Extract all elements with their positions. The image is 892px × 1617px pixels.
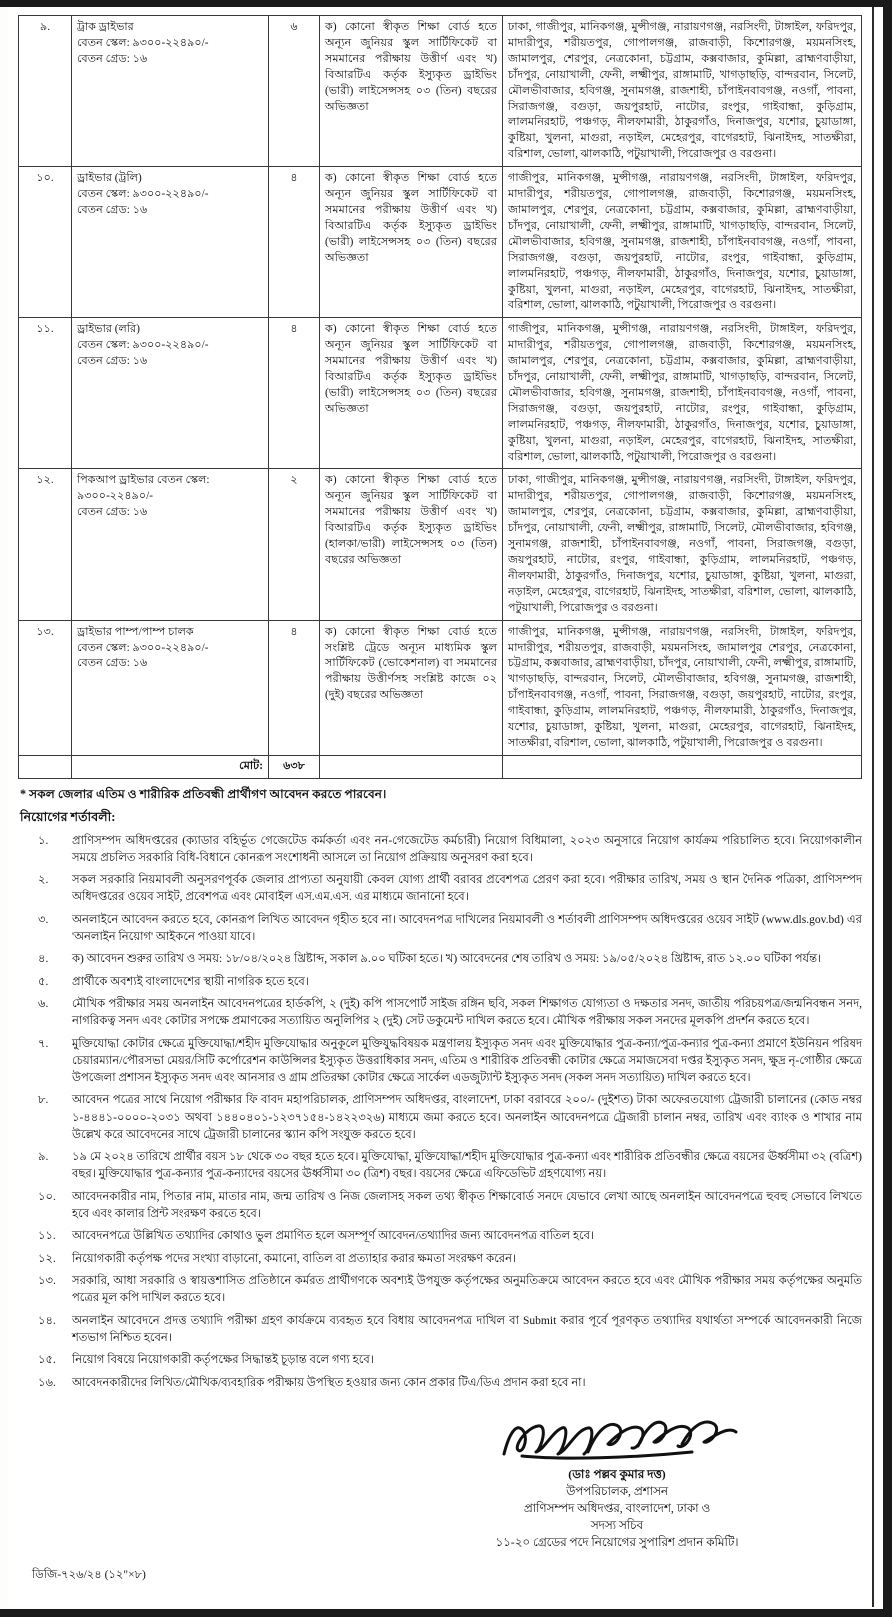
condition-text: ১৯ মে ২০২৪ তারিখে প্রার্থীর বয়স ১৮ থেকে ৩০ বছর হতে হবে। মুক্তিযোদ্ধা, মুক্তিযোদ্ধা/শহীদ মুক্তিযোদ্ধার পুত্র-কন্যা এবং শারীরিক প্রতিবন্ধীর ক্ষেত্রে বয়সের ঊর্ধ্বসীমা ৩২ (বত্রিশ) বছর। মুক্তিযোদ্ধার পুত্র-কন্যার পুত্র-কন্যাদের বয়সের ঊর্ধ্বসীমা ৩০ (ত্রিশ) বছর। বয়সের ক্ষেত্রে এফিডেভিট গ্রহণযোগ্য নয়। [72,1151,862,1181]
row-post [72,167,269,318]
condition-item [18,1273,862,1307]
row-vacancies: ৪ [269,318,320,469]
post-title: পিকআপ ড্রাইভার বেতন স্কেল: ৯৩০০-২২৪৯০/- [77,474,210,503]
signature-block [18,1410,862,1560]
row-qualification: ক) কোনো স্বীকৃত শিক্ষা বোর্ড হতে অন্যূন জুনিয়র স্কুল সার্টিফিকেট বা সমমানের পরীক্ষায় উত্তীর্ণ এবং খ) বিআরটিএ কর্তৃক ইস্যুকৃত ড্রাইভিং (ভারী) লাইসেন্সসহ ০৩ (তিন) বছরের অভিজ্ঞতা [320,167,503,318]
row-districts: গাজীপুর, মানিকগঞ্জ, মুন্সীগঞ্জ, নারায়ণগঞ্জ, নরসিংদী, টাঙ্গাইল, ফরিদপুর, মাদারীপুর, শরীয়তপুর, গোপালগঞ্জ, রাজবাড়ী, কিশোরগঞ্জ, ময়মনসিংহ, জামালপুর, শেরপুর, নেত্রকোনা, চট্টগ্রাম, কক্সবাজার, কুমিল্লা, ব্রাহ্মণবাড়ীয়া, চাঁদপুর, নোয়াখালী, ফেনী, লক্ষ্মীপুর, রাঙ্গামাটি, খাগড়াছড়ি, বান্দরবান, সিলেট, মৌলভীবাজার, হবিগঞ্জ, সুনামগঞ্জ, রাজশাহী, চাঁপাইনবাবগঞ্জ, নওগাঁ, পাবনা, সিরাজগঞ্জ, বগুড়া, জয়পুরহাট, নাটোর, রংপুর, গাইবান্ধা, কুড়িগ্রাম, লালমনিরহাট, পঞ্চগড়, নীলফামারী, ঠাকুরগাঁও, দিনাজপুর, যশোর, চুয়াডাঙ্গা, কুষ্টিয়া, খুলনা, মাগুরা, নড়াইল, মেহেরপুর, বাগেরহাট, ঝিনাইদহ, সাতক্ষীরা, বরিশাল, ভোলা, ঝালকাঠি, পটুয়াখালী, পিরোজপুর ও বরগুনা। [503,318,862,469]
signatory-role: সদস্য সচিব [590,1518,644,1532]
total-blank-qualification [320,755,503,778]
condition-number: ২. [38,874,49,887]
condition-number: ১৪. [38,1314,56,1327]
post-title: ড্রাইভার (লরি) [77,323,140,336]
row-serial: ১১. [19,318,72,469]
condition-number: ৭. [38,1037,49,1050]
condition-item [18,1036,862,1087]
condition-item [18,833,862,867]
signatory-committee: ১১-২০ গ্রেডের পদে নিয়োগের সুপারিশ প্রদান কমিটি। [495,1535,739,1550]
post-title: ড্রাইভার (ট্রলি) [77,172,142,185]
total-blank-districts [503,755,862,778]
condition-item [18,1313,862,1347]
pay-grade: বেতন গ্রেড: ১৬ [77,355,148,368]
condition-item [18,1092,862,1143]
table-total-row [19,755,862,778]
row-vacancies: ৪ [269,167,320,318]
condition-number: ৬. [38,998,49,1011]
table-row [19,620,862,755]
condition-item [18,1352,862,1369]
condition-text: আবেদনকারীদের লিখিত/মৌখিক/ব্যবহারিক পরীক্ষায় উপস্থিত হওয়ার জন্য কোন প্রকার টিএ/ডিএ প্রদান করা হবে না। [72,1376,586,1389]
condition-text: সকল সরকারি নিয়মাবলী অনুসরণপূর্বক জেলার প্রাপ্যতা অনুযায়ী কেবল যোগ্য প্রার্থী বরাবর প্রবেশপত্র প্রেরণ করা হবে। পরীক্ষার তারিখ, সময় ও স্থান দৈনিক পত্রিকা, প্রাণিসম্পদ অধিদপ্তরের ওয়েব সাইট, প্রবেশপত্র এবং মোবাইল এস.এম.এস. এর মাধ্যমে জানানো হবে। [72,874,862,904]
row-vacancies: ৪ [269,620,320,755]
table-row [19,167,862,318]
handwritten-signature-icon [402,1410,832,1464]
post-title: ড্রাইভার পাম্প/পাম্প চালক [77,625,194,638]
condition-text: মৌখিক পরীক্ষার সময় অনলাইন আবেদনপত্রের হার্ডকপি, ২ (দুই) কপি পাসপোর্ট সাইজ রঙ্গিন ছবি, সকল শিক্ষাগত যোগ্যতা ও দক্ষতার সনদ, জাতীয় পরিচয়পত্র/জন্মনিবন্ধন সনদ, নাগরিকত্ব সনদ এবং কোটার সপক্ষে প্রমাণকের সত্যায়িত অনুলিপির ২ (দুই) সেট ডকুমেন্ট দাখিল করতে হবে। মৌখিক পরীক্ষায় সকল সনদের মূলকপি প্রদর্শন করতে হবে। [72,998,862,1028]
condition-item [18,1228,862,1245]
scan-edge-top [0,0,892,7]
condition-text: নিয়োগকারী কর্তৃপক্ষ পদের সংখ্যা বাড়ানো, কমানো, বাতিল বা প্রত্যাহার করার ক্ষমতা সংরক্ষণ করেন। [72,1252,517,1265]
row-vacancies: ২ [269,469,320,620]
table-row [19,16,862,167]
condition-text: প্রাণিসম্পদ অধিদপ্তরের (ক্যাডার বহির্ভূত গেজেটেড কর্মকর্তা এবং নন-গেজেটেড কর্মচারী) নিয়োগ বিধিমালা, ২০২৩ অনুসারে নিয়োগ কার্যক্রম পরিচালিত হবে। নিয়োগকালীন সময়ে প্রচলিত সরকারি বিধি-বিধানে কোনরূপ সংশোধনী আসলে তা নিয়োগ প্রক্রিয়ায় অনুসরণ করা হবে। [72,834,862,864]
pay-scale: বেতন স্কেল: ৯৩০০-২২৪৯০/- [77,36,209,49]
condition-text: অনলাইন আবেদনে প্রদত্ত তথ্যাদি পরীক্ষা গ্রহণ কার্যক্রমে ব্যবহৃত হবে বিধায় আবেদনপত্র দাখিল বা Submit করার পূর্বে পূরণকৃত তথ্যাদির যথার্থতা সম্পর্কে আবেদনকারী নিজে শতভাগ নিশ্চিত হবেন। [72,1314,862,1344]
pay-scale: বেতন স্কেল: ৯৩০০-২২৪৯০/- [77,641,209,654]
document-footer-code: ডিজি-৭২৬/২৪ (১২"×৮) [32,1569,146,1581]
total-value: ৬৩৮ [269,755,320,778]
post-title: ট্রাক ড্রাইভার [77,21,134,33]
conditions-list [18,833,862,1392]
condition-item [18,912,862,946]
scan-edge-right [883,0,892,1617]
row-serial: ৯. [19,16,72,167]
pay-scale: বেতন স্কেল: ৯৩০০-২২৪৯০/- [77,339,209,352]
scan-edge-bottom [0,1609,892,1617]
row-vacancies: ৬ [269,16,320,167]
total-blank-serial [19,755,72,778]
row-districts: গাজীপুর, মানিকগঞ্জ, মুন্সীগঞ্জ, নারায়ণগঞ্জ, নরসিংদী, টাঙ্গাইল, ফরিদপুর, মাদারীপুর, শরীয়তপুর, রাজবাড়ী, ময়মনসিংহ, জামালপুর শেরপুর, নেত্রকোনা, চট্টগ্রাম, কক্সবাজার, ব্রাহ্মণবাড়ীয়া, চাঁদপুর, নোয়াখালী, ফেনী, লক্ষ্মীপুর, রাঙ্গামাটি, খাগড়াছড়ি, বান্দরবান, সিলেট, মৌলভীবাজার, হবিগঞ্জ, সুনামগঞ্জ, রাজশাহী, চাঁপাইনবাবগঞ্জ, নওগাঁ, পাবনা, সিরাজগঞ্জ, বগুড়া, জয়পুরহাট, নাটোর, রংপুর, গাইবান্ধা, কুড়িগ্রাম, লালমনিরহাট, পঞ্চগড়, নীলফামারী, ঠাকুরগাঁও, দিনাজপুর, যশোর, চুয়াডাঙ্গা, কুষ্টিয়া, খুলনা, মাগুরা, মেহেরপুর, বাগেরহাট, ঝিনাইদহ, সাতক্ষীরা, বরিশাল, ভোলা, ঝালকাঠি, পটুয়াখালী, পিরোজপুর ও বরগুনা। [503,620,862,755]
condition-number: ৫. [38,975,49,988]
row-post [72,318,269,469]
table-row [19,469,862,620]
condition-item [18,872,862,906]
table-row [19,318,862,469]
condition-text: আবেদনপত্রে উল্লিখিত তথ্যাদির কোথাও ভুল প্রমাণিত হলে অসম্পূর্ণ আবেদন/তথ্যাদির জন্য আবেদনপত্র বাতিল হবে। [72,1230,595,1243]
signatory-office: প্রাণিসম্পদ অধিদপ্তর, বাংলাদেশ, ঢাকা ও [523,1500,711,1515]
row-serial: ১২. [19,469,72,620]
condition-number: ১. [38,834,49,847]
condition-number: ৩. [38,913,49,926]
condition-text: আবেদনকারীর নাম, পিতার নাম, মাতার নাম, জন্ম তারিখ ও নিজ জেলাসহ সকল তথ্য স্বীকৃত শিক্ষাবোর্ড সনদে যেভাবে লেখা আছে অনলাইন আবেদনপত্রে হুবহু সেভাবে লিখতে হবে এবং কালার প্রিন্ট সংরক্ষণ করতে হবে। [72,1190,862,1220]
condition-item [18,1375,862,1392]
pay-grade: বেতন গ্রেড: ১৬ [77,657,148,670]
condition-number: ১৬. [38,1376,56,1389]
signatory-name: (ডাঃ পল্লব কুমার দত্ত) [568,1466,666,1481]
condition-item [18,1149,862,1183]
condition-item [18,1251,862,1268]
row-post [72,16,269,167]
condition-item [18,951,862,968]
condition-number: ১৩. [38,1275,56,1288]
row-districts: ঢাকা, গাজীপুর, মানিকগঞ্জ, মুন্সীগঞ্জ, নারায়ণগঞ্জ, নরসিংদী, টাঙ্গাইল, ফরিদপুর, মাদারীপুর, শরীয়তপুর, গোপালগঞ্জ, রাজবাড়ী, কিশোরগঞ্জ, ময়মনসিংহ, জামালপুর, শেরপুর, নেত্রকোনা, চট্টগ্রাম, কক্সবাজার, কুমিল্লা, ব্রাহ্মণবাড়ীয়া, চাঁদপুর, নোয়াখালী, ফেনী, লক্ষ্মীপুর, রাঙ্গামাটি, খাগড়াছড়ি, বান্দরবান, সিলেট, মৌলভীবাজার, হবিগঞ্জ, সুনামগঞ্জ, রাজশাহী, চাঁপাইনবাবগঞ্জ, নওগাঁ, পাবনা, সিরাজগঞ্জ, বগুড়া, জয়পুরহাট, নাটোর, রংপুর, গাইবান্ধা, কুড়িগ্রাম, লালমনিরহাট, পঞ্চগড়, নীলফামারী, ঠাকুরগাঁও, দিনাজপুর, যশোর, চুয়াডাঙ্গা, কুষ্টিয়া, খুলনা, মাগুরা, নড়াইল, মেহেরপুর, বাগেরহাট, ঝিনাইদহ, সাতক্ষীরা, বরিশাল, ভোলা, ঝালকাঠি, পটুয়াখালী, পিরোজপুর ও বরগুনা। [503,16,862,167]
condition-item [18,996,862,1030]
pay-grade: বেতন গ্রেড: ১৬ [77,506,148,519]
condition-text: সরকারি, আধা সরকারি ও স্বায়ত্তশাসিত প্রতিষ্ঠানে কর্মরত প্রার্থীগণকে অবশ্যই উপযুক্ত কর্তৃপক্ষের অনুমতিক্রমে আবেদন করতে হবে এবং মৌখিক পরীক্ষার সময় কর্তৃপক্ষের অনুমতি পত্রের মূল কপি দাখিল করতে হবে। [72,1275,862,1305]
pay-scale: বেতন স্কেল: ৯৩০০-২২৪৯০/- [77,188,209,201]
condition-text: অনলাইনে আবেদন করতে হবে, কোনরূপ লিখিত আবেদন গৃহীত হবে না। আবেদনপত্র দাখিলের নিয়মাবলী ও শর্তাবলী প্রাণিসম্পদ অধিদপ্তরের ওয়েব সাইট (www.dls.gov.bd) এর 'অনলাইন নিয়োগ' আইকনে পাওয়া যাবে। [72,913,862,943]
condition-number: ১৫. [38,1354,56,1367]
vacancy-table [18,15,862,779]
pay-grade: বেতন গ্রেড: ১৬ [77,203,148,216]
row-districts: গাজীপুর, মানিকগঞ্জ, মুন্সীগঞ্জ, নারায়ণগঞ্জ, নরসিংদী, টাঙ্গাইল, ফরিদপুর, মাদারীপুর, শরীয়তপুর, গোপালগঞ্জ, রাজবাড়ী, কিশোরগঞ্জ, ময়মনসিংহ, জামালপুর, শেরপুর, নেত্রকোনা, চট্টগ্রাম, কক্সবাজার, কুমিল্লা, ব্রাহ্মণবাড়ীয়া, চাঁদপুর, নোয়াখালী, ফেনী, লক্ষ্মীপুর, রাঙ্গামাটি, খাগড়াছড়ি, বান্দরবান, সিলেট, মৌলভীবাজার, হবিগঞ্জ, সুনামগঞ্জ, রাজশাহী, চাঁপাইনবাবগঞ্জ, নওগাঁ, পাবনা, সিরাজগঞ্জ, বগুড়া, জয়পুরহাট, নাটোর, রংপুর, গাইবান্ধা, কুড়িগ্রাম, লালমনিরহাট, পঞ্চগড়, নীলফামারী, ঠাকুরগাঁও, দিনাজপুর, যশোর, চুয়াডাঙ্গা, কুষ্টিয়া, খুলনা, মাগুরা, নড়াইল, মেহেরপুর, বাগেরহাট, ঝিনাইদহ, সাতক্ষীরা, বরিশাল, ভোলা, ঝালকাঠি, পটুয়াখালী, পিরোজপুর ও বরগুনা। [503,167,862,318]
row-districts: ঢাকা, গাজীপুর, মানিকগঞ্জ, মুন্সীগঞ্জ, নারায়ণগঞ্জ, নরসিংদী, টাঙ্গাইল, ফরিদপুর, মাদারীপুর, শরীয়তপুর, গোপালগঞ্জ, রাজবাড়ী, কিশোরগঞ্জ, ময়মনসিংহ, জামালপুর, শেরপুর, নেত্রকোনা, চট্টগ্রাম, কক্সবাজার, কুমিল্লা, ব্রাহ্মণবাড়ীয়া, চাঁদপুর, নোয়াখালী, ফেনী, লক্ষ্মীপুর, রাঙ্গামাটি, সিলেট, মৌলভীবাজার, হবিগঞ্জ, সুনামগঞ্জ, রাজশাহী, চাঁপাইনবাবগঞ্জ, নওগাঁ, পাবনা, সিরাজগঞ্জ, বগুড়া, জয়পুরহাট, নাটোর, রংপুর, গাইবান্ধা, কুড়িগ্রাম, লালমনিরহাট, পঞ্চগড়, নীলফামারী, ঠাকুরগাঁও, দিনাজপুর, যশোর, চুয়াডাঙ্গা, কুষ্টিয়া, খুলনা, মাগুরা, নড়াইল, মেহেরপুর, বাগেরহাট, ঝিনাইদহ, সাতক্ষীরা, বরিশাল, ভোলা, ঝালকাঠি, পটুয়াখালী, পিরোজপুর ও বরগুনা। [503,469,862,620]
document-sheet [8,7,874,1607]
condition-item [18,1189,862,1223]
pay-grade: বেতন গ্রেড: ১৬ [77,52,148,65]
condition-number: ১২. [38,1252,56,1265]
condition-number: ৯. [38,1151,49,1164]
condition-text: মুক্তিযোদ্ধা কোটার ক্ষেত্রে মুক্তিযোদ্ধা/শহীদ মুক্তিযোদ্ধার অনুকূলে মুক্তিযুদ্ধবিষয়ক মন্ত্রণালয় ইস্যুকৃত সনদ এবং মুক্তিযোদ্ধার পুত্র-কন্যা/পুত্র-কন্যার পুত্র-কন্যা প্রমাণে ইউনিয়ন পরিষদ চেয়ারম্যান/পৌরসভা মেয়র/সিটি কর্পোরেশন কাউন্সিলর ইস্যুকৃত উত্তরাধিকার সনদ, এতিম ও শারীরিক প্রতিবন্ধী কোটার ক্ষেত্রে সমাজসেবা দপ্তর ইস্যুকৃত সনদ, ক্ষুদ্র নৃ-গোষ্ঠীর ক্ষেত্রে উপজেলা প্রশাসন ইস্যুকৃত সনদ এবং আনসার ও গ্রাম প্রতিরক্ষা কোটার ক্ষেত্রে সার্কেল এডজুট্যান্ট ইস্যুকৃত সনদ (সকল সনদ সত্যায়িত) দাখিল করতে হবে। [72,1037,862,1084]
row-serial: ১৩. [19,620,72,755]
condition-text: নিয়োগ বিষয়ে নিয়োগকারী কর্তৃপক্ষের সিদ্ধান্তই চূড়ান্ত বলে গণ্য হবে। [72,1354,374,1367]
row-qualification: ক) কোনো স্বীকৃত শিক্ষা বোর্ড হতে অন্যূন জুনিয়র স্কুল সার্টিফিকেট বা সমমানের পরীক্ষায় উত্তীর্ণ এবং খ) বিআরটিএ কর্তৃক ইস্যুকৃত ড্রাইভিং (হালকা/ভারী) লাইসেন্সসহ ০৩ (তিন) বছরের অভিজ্ঞতা [320,469,503,620]
row-qualification: ক) কোনো স্বীকৃত শিক্ষা বোর্ড হতে সংশ্লিষ্ট ট্রেডে অন্যূন মাধ্যমিক স্কুল সার্টিফিকেট (ভোকেশনাল) বা সমমানের পরীক্ষায় উত্তীর্ণসহ সংশ্লিষ্ট কাজে ০২ (দুই) বছরের অভিজ্ঞতা [320,620,503,755]
condition-number: ১১. [38,1230,56,1243]
row-post [72,620,269,755]
orphan-disabled-note: * সকল জেলার এতিম ও শারীরিক প্রতিবন্ধী প্রার্থীগণ আবেদন করতে পারবেন। [20,786,387,801]
total-label: মোট: [72,755,269,778]
row-qualification: ক) কোনো স্বীকৃত শিক্ষা বোর্ড হতে অন্যূন জুনিয়র স্কুল সার্টিফিকেট বা সমমানের পরীক্ষায় উত্তীর্ণ এবং খ) বিআরটিএ কর্তৃক ইস্যুকৃত ড্রাইভিং (ভারী) লাইসেন্সসহ ০৩ (তিন) বছরের অভিজ্ঞতা [320,16,503,167]
signatory-designation: উপপরিচালক, প্রশাসন [566,1483,668,1498]
row-serial: ১০. [19,167,72,318]
condition-text: ক) আবেদন শুরুর তারিখ ও সময়: ১৮/০৪/২০২৪ খ্রিষ্টাব্দ, সকাল ৯.০০ ঘটিকা হতে। খ) আবেদনের শেষ তারিখ ও সময়: ১৯/০৫/২০২৪ খ্রিষ্টাব্দ, রাত ১২.০০ ঘটিকা পর্যন্ত। [72,953,822,966]
row-post [72,469,269,620]
condition-text: আবেদন পত্রের সাথে নিয়োগ পরীক্ষার ফি বাবদ মহাপরিচালক, প্রাণিসম্পদ অধিদপ্তর, বাংলাদেশ, ঢাকা বরাবরে ২০০/- (দুইশত) টাকা অফেরতযোগ্য ট্রেজারী চালানের (কোড নম্বর ১-৪৪৪১-০০০০-২০৩১ অথবা ১৪৪০৪০১-১২৩৭১৫৪-১৪২২৩২৬) মাধ্যমে জমা করতে হবে। অনলাইন আবেদনপত্রে ট্রেজারী চালান নম্বর, তারিখ এবং ব্যাংক ও শাখার নাম উল্লেখ করে আবেদনের সাথে ট্রেজারী চালানের স্ক্যান কপি সংযুক্ত করতে হবে। [72,1094,862,1141]
conditions-heading: নিয়োগের শর্তাবলী: [20,809,116,824]
row-qualification: ক) কোনো স্বীকৃত শিক্ষা বোর্ড হতে অন্যূন জুনিয়র স্কুল সার্টিফিকেট বা সমমানের পরীক্ষায় উত্তীর্ণ এবং খ) বিআরটিএ কর্তৃক ইস্যুকৃত ড্রাইভিং (ভারী) লাইসেন্সসহ ০৩ (তিন) বছরের অভিজ্ঞতা [320,318,503,469]
condition-number: ৮. [38,1094,49,1107]
condition-number: ১০. [38,1190,56,1203]
condition-item [18,974,862,991]
condition-number: ৪. [38,953,49,966]
condition-text: প্রার্থীকে অবশ্যই বাংলাদেশের স্থায়ী নাগরিক হতে হবে। [72,975,309,988]
